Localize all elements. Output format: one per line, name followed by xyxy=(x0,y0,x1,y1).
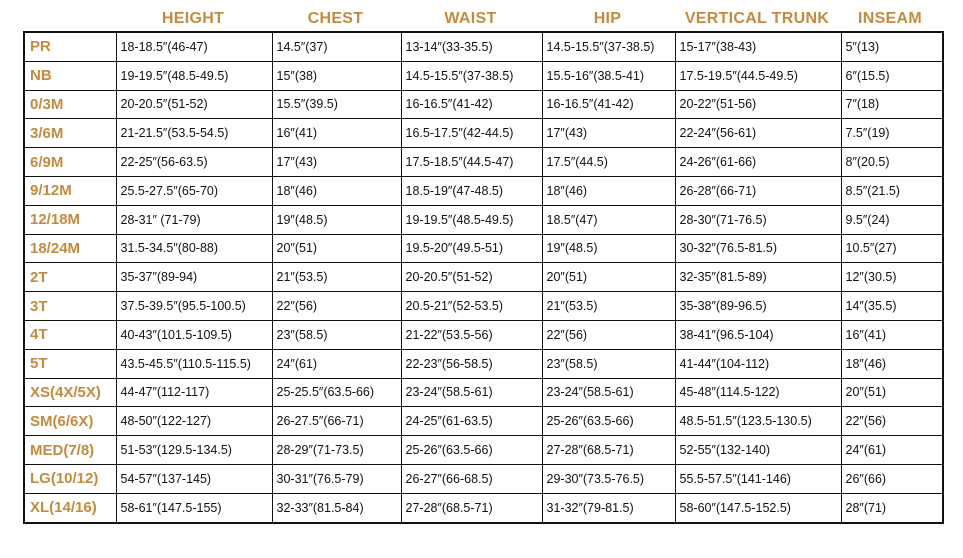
size-label: PR xyxy=(24,32,116,61)
table-row xyxy=(24,90,943,119)
table-cell: 24″(61) xyxy=(272,349,401,378)
table-cell: 27-28″(68.5-71) xyxy=(401,493,542,522)
table-cell: 38-41″(96.5-104) xyxy=(675,320,841,349)
table-cell: 17″(43) xyxy=(542,119,675,148)
table-cell: 54-57″(137-145) xyxy=(116,464,272,493)
table-cell: 15″(38) xyxy=(272,61,401,90)
table-cell: 28-31″ (71-79) xyxy=(116,205,272,234)
table-cell: 27-28″(68.5-71) xyxy=(542,436,675,465)
table-cell: 9.5″(24) xyxy=(841,205,943,234)
table-cell: 23-24″(58.5-61) xyxy=(401,378,542,407)
table-row xyxy=(24,407,943,436)
table-cell: 20″(51) xyxy=(272,234,401,263)
table-cell: 22″(56) xyxy=(542,320,675,349)
table-cell: 35-37″(89-94) xyxy=(116,263,272,292)
table-cell: 41-44″(104-112) xyxy=(675,349,841,378)
table-cell: 19-19.5″(48.5-49.5) xyxy=(401,205,542,234)
table-cell: 22″(56) xyxy=(272,292,401,321)
table-cell: 6″(15.5) xyxy=(841,61,943,90)
size-label: 3T xyxy=(24,292,116,321)
table-cell: 19.5-20″(49.5-51) xyxy=(401,234,542,263)
table-cell: 58-60″(147.5-152.5) xyxy=(675,493,841,522)
table-cell: 24″(61) xyxy=(841,436,943,465)
table-cell: 26-27.5″(66-71) xyxy=(272,407,401,436)
table-cell: 32-33″(81.5-84) xyxy=(272,493,401,522)
size-table xyxy=(23,31,944,524)
table-cell: 8.5″(21.5) xyxy=(841,176,943,205)
table-row xyxy=(24,32,943,61)
table-cell: 16″(41) xyxy=(272,119,401,148)
table-cell: 19″(48.5) xyxy=(272,205,401,234)
table-cell: 21-21.5″(53.5-54.5) xyxy=(116,119,272,148)
table-cell: 15.5-16″(38.5-41) xyxy=(542,61,675,90)
table-cell: 55.5-57.5″(141-146) xyxy=(675,464,841,493)
table-cell: 29-30″(73.5-76.5) xyxy=(542,464,675,493)
size-label: NB xyxy=(24,61,116,90)
table-cell: 23″(58.5) xyxy=(272,320,401,349)
table-cell: 24-25″(61-63.5) xyxy=(401,407,542,436)
table-row xyxy=(24,436,943,465)
table-cell: 18.5″(47) xyxy=(542,205,675,234)
size-label: XL(14/16) xyxy=(24,493,116,522)
table-row xyxy=(24,234,943,263)
table-cell: 22-23″(56-58.5) xyxy=(401,349,542,378)
table-cell: 48.5-51.5″(123.5-130.5) xyxy=(675,407,841,436)
header-chest: CHEST xyxy=(307,10,364,27)
table-cell: 17.5-18.5″(44.5-47) xyxy=(401,148,542,177)
table-cell: 16-16.5″(41-42) xyxy=(401,90,542,119)
table-cell: 7″(18) xyxy=(841,90,943,119)
table-row xyxy=(24,378,943,407)
table-cell: 30-31″(76.5-79) xyxy=(272,464,401,493)
table-cell: 20″(51) xyxy=(542,263,675,292)
table-cell: 16″(41) xyxy=(841,320,943,349)
table-cell: 17.5-19.5″(44.5-49.5) xyxy=(675,61,841,90)
size-label: 5T xyxy=(24,349,116,378)
table-cell: 28-29″(71-73.5) xyxy=(272,436,401,465)
table-cell: 13-14″(33-35.5) xyxy=(401,32,542,61)
size-label: 18/24M xyxy=(24,234,116,263)
header-inseam: INSEAM xyxy=(857,10,923,27)
table-row xyxy=(24,320,943,349)
table-cell: 10.5″(27) xyxy=(841,234,943,263)
table-cell: 15.5″(39.5) xyxy=(272,90,401,119)
table-cell: 20-22″(51-56) xyxy=(675,90,841,119)
table-cell: 35-38″(89-96.5) xyxy=(675,292,841,321)
table-cell: 18″(46) xyxy=(272,176,401,205)
table-cell: 25.5-27.5″(65-70) xyxy=(116,176,272,205)
table-cell: 14″(35.5) xyxy=(841,292,943,321)
table-cell: 19″(48.5) xyxy=(542,234,675,263)
table-cell: 45-48″(114.5-122) xyxy=(675,378,841,407)
table-row xyxy=(24,263,943,292)
table-cell: 51-53″(129.5-134.5) xyxy=(116,436,272,465)
size-label: 0/3M xyxy=(24,90,116,119)
size-label: 2T xyxy=(24,263,116,292)
table-cell: 16.5-17.5″(42-44.5) xyxy=(401,119,542,148)
table-row xyxy=(24,176,943,205)
table-cell: 32-35″(81.5-89) xyxy=(675,263,841,292)
table-row xyxy=(24,61,943,90)
header-vertical-trunk: VERTICAL TRUNK xyxy=(684,10,830,27)
table-cell: 17.5″(44.5) xyxy=(542,148,675,177)
table-cell: 44-47″(112-117) xyxy=(116,378,272,407)
table-cell: 20-20.5″(51-52) xyxy=(116,90,272,119)
table-cell: 25-26″(63.5-66) xyxy=(401,436,542,465)
table-cell: 43.5-45.5″(110.5-115.5) xyxy=(116,349,272,378)
table-cell: 22″(56) xyxy=(841,407,943,436)
table-cell: 21″(53.5) xyxy=(272,263,401,292)
table-row xyxy=(24,464,943,493)
table-cell: 14.5-15.5″(37-38.5) xyxy=(542,32,675,61)
table-row xyxy=(24,148,943,177)
table-cell: 40-43″(101.5-109.5) xyxy=(116,320,272,349)
table-cell: 21″(53.5) xyxy=(542,292,675,321)
table-cell: 31.5-34.5″(80-88) xyxy=(116,234,272,263)
table-cell: 37.5-39.5″(95.5-100.5) xyxy=(116,292,272,321)
table-cell: 18-18.5″(46-47) xyxy=(116,32,272,61)
table-row xyxy=(24,292,943,321)
size-label: LG(10/12) xyxy=(24,464,116,493)
table-row xyxy=(24,349,943,378)
table-cell: 20.5-21″(52-53.5) xyxy=(401,292,542,321)
table-cell: 22-24″(56-61) xyxy=(675,119,841,148)
table-row xyxy=(24,205,943,234)
header-row xyxy=(0,8,963,30)
table-cell: 18″(46) xyxy=(841,349,943,378)
size-label: MED(7/8) xyxy=(24,436,116,465)
table-cell: 31-32″(79-81.5) xyxy=(542,493,675,522)
table-cell: 26-27″(66-68.5) xyxy=(401,464,542,493)
table-cell: 16-16.5″(41-42) xyxy=(542,90,675,119)
size-label: 12/18M xyxy=(24,205,116,234)
table-cell: 14.5-15.5″(37-38.5) xyxy=(401,61,542,90)
table-cell: 14.5″(37) xyxy=(272,32,401,61)
table-cell: 8″(20.5) xyxy=(841,148,943,177)
table-cell: 22-25″(56-63.5) xyxy=(116,148,272,177)
table-cell: 24-26″(61-66) xyxy=(675,148,841,177)
table-cell: 25-25.5″(63.5-66) xyxy=(272,378,401,407)
table-cell: 23-24″(58.5-61) xyxy=(542,378,675,407)
table-cell: 12″(30.5) xyxy=(841,263,943,292)
table-cell: 19-19.5″(48.5-49.5) xyxy=(116,61,272,90)
table-cell: 20-20.5″(51-52) xyxy=(401,263,542,292)
table-cell: 20″(51) xyxy=(841,378,943,407)
table-cell: 15-17″(38-43) xyxy=(675,32,841,61)
table-cell: 28″(71) xyxy=(841,493,943,522)
size-label: SM(6/6X) xyxy=(24,407,116,436)
table-cell: 26-28″(66-71) xyxy=(675,176,841,205)
table-cell: 5″(13) xyxy=(841,32,943,61)
size-label: 6/9M xyxy=(24,148,116,177)
table-cell: 48-50″(122-127) xyxy=(116,407,272,436)
table-cell: 18″(46) xyxy=(542,176,675,205)
table-row xyxy=(24,119,943,148)
size-label: XS(4X/5X) xyxy=(24,378,116,407)
table-cell: 18.5-19″(47-48.5) xyxy=(401,176,542,205)
table-cell: 23″(58.5) xyxy=(542,349,675,378)
size-label: 9/12M xyxy=(24,176,116,205)
header-waist: WAIST xyxy=(444,10,497,27)
header-hip: HIP xyxy=(593,10,622,27)
table-row xyxy=(24,493,943,522)
table-cell: 58-61″(147.5-155) xyxy=(116,493,272,522)
table-cell: 25-26″(63.5-66) xyxy=(542,407,675,436)
header-height: HEIGHT xyxy=(161,10,225,27)
table-cell: 28-30″(71-76.5) xyxy=(675,205,841,234)
table-cell: 17″(43) xyxy=(272,148,401,177)
table-cell: 7.5″(19) xyxy=(841,119,943,148)
size-label: 4T xyxy=(24,320,116,349)
table-cell: 30-32″(76.5-81.5) xyxy=(675,234,841,263)
table-cell: 52-55″(132-140) xyxy=(675,436,841,465)
table-cell: 21-22″(53.5-56) xyxy=(401,320,542,349)
table-cell: 26″(66) xyxy=(841,464,943,493)
size-label: 3/6M xyxy=(24,119,116,148)
